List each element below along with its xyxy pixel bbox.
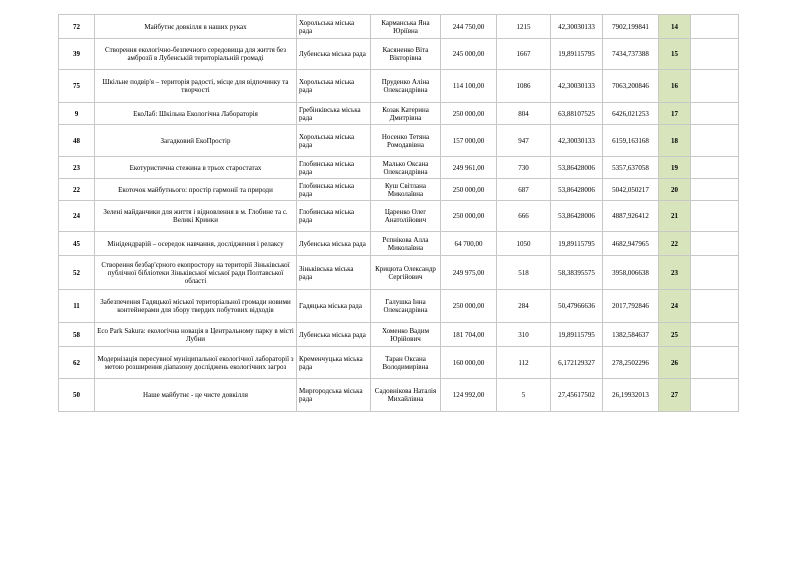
applicant-cell: Хоменко Вадим Юрійович	[371, 323, 441, 347]
coefficient-cell: 53,86428006	[551, 201, 603, 232]
votes-cell: 112	[497, 347, 551, 379]
table-row	[59, 125, 739, 157]
project-name-cell: Створення екологічно-безпечного середовища для життя без амброзії в Лубенській територіальній громаді	[95, 39, 297, 70]
coefficient-cell: 50,47966636	[551, 290, 603, 323]
table-row	[59, 290, 739, 323]
projects-table	[58, 14, 739, 412]
amount-cell: 160 000,00	[441, 347, 497, 379]
rank-cell: 23	[659, 256, 691, 290]
applicant-cell: Карманська Яна Юріївна	[371, 15, 441, 39]
project-name-cell: Модернізація пересувної муніципальної екологічної лабораторії з метою розширення діапазону досліджень екологічних загроз	[95, 347, 297, 379]
score-cell: 5042,050217	[603, 179, 659, 201]
score-cell: 6159,163168	[603, 125, 659, 157]
coefficient-cell: 42,30030133	[551, 70, 603, 103]
rank-cell: 20	[659, 179, 691, 201]
amount-cell: 245 000,00	[441, 39, 497, 70]
organization-cell: Хорольська міська рада	[297, 70, 371, 103]
organization-cell: Хорольська міська рада	[297, 125, 371, 157]
table-row	[59, 70, 739, 103]
table-row	[59, 179, 739, 201]
votes-cell: 5	[497, 379, 551, 412]
votes-cell: 1086	[497, 70, 551, 103]
empty-cell	[691, 290, 739, 323]
applicant-cell: Крицюта Олександр Сергійович	[371, 256, 441, 290]
rank-cell: 21	[659, 201, 691, 232]
applicant-cell: Рєпнікова Алла Миколаївна	[371, 232, 441, 256]
row-id-cell: 22	[59, 179, 95, 201]
coefficient-cell: 19,89115795	[551, 323, 603, 347]
organization-cell: Глобинська міська рада	[297, 179, 371, 201]
rank-cell: 14	[659, 15, 691, 39]
amount-cell: 250 000,00	[441, 201, 497, 232]
organization-cell: Лубенська міська рада	[297, 39, 371, 70]
coefficient-cell: 19,89115795	[551, 232, 603, 256]
applicant-cell: Малько Оксана Олександрівна	[371, 157, 441, 179]
score-cell: 7902,199841	[603, 15, 659, 39]
empty-cell	[691, 125, 739, 157]
amount-cell: 244 750,00	[441, 15, 497, 39]
coefficient-cell: 63,88107525	[551, 103, 603, 125]
coefficient-cell: 19,89115795	[551, 39, 603, 70]
project-name-cell: Зелені майданчики для життя і відновлення в м. Глобине та с. Великі Кринки	[95, 201, 297, 232]
votes-cell: 730	[497, 157, 551, 179]
amount-cell: 124 992,00	[441, 379, 497, 412]
applicant-cell: Носенко Тетяна Ромодавівна	[371, 125, 441, 157]
row-id-cell: 23	[59, 157, 95, 179]
project-name-cell: Майбутнє довкілля в наших руках	[95, 15, 297, 39]
empty-cell	[691, 347, 739, 379]
amount-cell: 250 000,00	[441, 179, 497, 201]
project-name-cell: Забезпечення Гадяцької міської територіальної громади новими контейнерами для збору твердих побутових відходів	[95, 290, 297, 323]
coefficient-cell: 42,30030133	[551, 125, 603, 157]
row-id-cell: 58	[59, 323, 95, 347]
organization-cell: Лубенська міська рада	[297, 323, 371, 347]
applicant-cell: Козак Катерина Дмитрівна	[371, 103, 441, 125]
coefficient-cell: 58,38395575	[551, 256, 603, 290]
organization-cell: Миргородська міська рада	[297, 379, 371, 412]
empty-cell	[691, 15, 739, 39]
rank-cell: 15	[659, 39, 691, 70]
row-id-cell: 50	[59, 379, 95, 412]
project-name-cell: Наше майбутнє - це чисте довкілля	[95, 379, 297, 412]
row-id-cell: 62	[59, 347, 95, 379]
table-row	[59, 39, 739, 70]
amount-cell: 64 700,00	[441, 232, 497, 256]
project-name-cell: Eco Park Sakura: екологічна новація в Центральному парку в місті Лубни	[95, 323, 297, 347]
empty-cell	[691, 323, 739, 347]
table-row	[59, 15, 739, 39]
votes-cell: 947	[497, 125, 551, 157]
coefficient-cell: 42,30030133	[551, 15, 603, 39]
table-row	[59, 347, 739, 379]
score-cell: 4682,947965	[603, 232, 659, 256]
empty-cell	[691, 103, 739, 125]
score-cell: 7434,737388	[603, 39, 659, 70]
empty-cell	[691, 39, 739, 70]
amount-cell: 250 000,00	[441, 290, 497, 323]
applicant-cell: Галушка Інна Олександрівна	[371, 290, 441, 323]
row-id-cell: 45	[59, 232, 95, 256]
applicant-cell: Таран Оксана Володимирівна	[371, 347, 441, 379]
score-cell: 278,2502296	[603, 347, 659, 379]
votes-cell: 284	[497, 290, 551, 323]
table-row	[59, 323, 739, 347]
row-id-cell: 9	[59, 103, 95, 125]
empty-cell	[691, 70, 739, 103]
votes-cell: 310	[497, 323, 551, 347]
row-id-cell: 72	[59, 15, 95, 39]
table-row	[59, 232, 739, 256]
coefficient-cell: 27,45617502	[551, 379, 603, 412]
organization-cell: Кременчуцька міська рада	[297, 347, 371, 379]
amount-cell: 114 100,00	[441, 70, 497, 103]
score-cell: 3958,006638	[603, 256, 659, 290]
votes-cell: 518	[497, 256, 551, 290]
rank-cell: 18	[659, 125, 691, 157]
organization-cell: Гребінківська міська рада	[297, 103, 371, 125]
project-name-cell: Створення безбар'єрного екопростору на території Зіньківської публічної бібліотеки Зіньківської міської ради Полтавської області	[95, 256, 297, 290]
table-row	[59, 379, 739, 412]
votes-cell: 666	[497, 201, 551, 232]
score-cell: 2017,792846	[603, 290, 659, 323]
project-name-cell: Загадковий ЕкоПростір	[95, 125, 297, 157]
amount-cell: 181 704,00	[441, 323, 497, 347]
table-row	[59, 103, 739, 125]
empty-cell	[691, 179, 739, 201]
rank-cell: 17	[659, 103, 691, 125]
rank-cell: 16	[659, 70, 691, 103]
rank-cell: 24	[659, 290, 691, 323]
score-cell: 1382,584637	[603, 323, 659, 347]
score-cell: 7063,200846	[603, 70, 659, 103]
table-row	[59, 201, 739, 232]
empty-cell	[691, 232, 739, 256]
project-name-cell: Екоточок майбутнього: простір гармонії та природи	[95, 179, 297, 201]
organization-cell: Лубенська міська рада	[297, 232, 371, 256]
votes-cell: 687	[497, 179, 551, 201]
amount-cell: 249 961,00	[441, 157, 497, 179]
table-row	[59, 157, 739, 179]
rank-cell: 22	[659, 232, 691, 256]
applicant-cell: Касяненко Віта Вікторівна	[371, 39, 441, 70]
applicant-cell: Царенко Олег Анатолійович	[371, 201, 441, 232]
score-cell: 26,19932013	[603, 379, 659, 412]
votes-cell: 804	[497, 103, 551, 125]
rank-cell: 26	[659, 347, 691, 379]
row-id-cell: 75	[59, 70, 95, 103]
coefficient-cell: 6,172129327	[551, 347, 603, 379]
amount-cell: 250 000,00	[441, 103, 497, 125]
row-id-cell: 39	[59, 39, 95, 70]
organization-cell: Глобинська міська рада	[297, 201, 371, 232]
project-name-cell: Екотуристична стежина в трьох старостатах	[95, 157, 297, 179]
row-id-cell: 24	[59, 201, 95, 232]
rank-cell: 25	[659, 323, 691, 347]
organization-cell: Гадяцька міська рада	[297, 290, 371, 323]
row-id-cell: 52	[59, 256, 95, 290]
organization-cell: Зіньківська міська рада	[297, 256, 371, 290]
votes-cell: 1050	[497, 232, 551, 256]
score-cell: 6426,021253	[603, 103, 659, 125]
organization-cell: Глобинська міська рада	[297, 157, 371, 179]
amount-cell: 249 975,00	[441, 256, 497, 290]
empty-cell	[691, 256, 739, 290]
coefficient-cell: 53,86428006	[551, 179, 603, 201]
empty-cell	[691, 379, 739, 412]
applicant-cell: Куш Світлана Миколаївна	[371, 179, 441, 201]
score-cell: 4887,926412	[603, 201, 659, 232]
rank-cell: 27	[659, 379, 691, 412]
amount-cell: 157 000,00	[441, 125, 497, 157]
row-id-cell: 48	[59, 125, 95, 157]
applicant-cell: Пруденко Аліна Олександрівна	[371, 70, 441, 103]
votes-cell: 1667	[497, 39, 551, 70]
project-name-cell: ЕкоЛаб: Шкільна Екологічна Лабораторія	[95, 103, 297, 125]
score-cell: 5357,637058	[603, 157, 659, 179]
project-name-cell: Мінідендрарій – осередок навчання, дослідження і релаксу	[95, 232, 297, 256]
coefficient-cell: 53,86428006	[551, 157, 603, 179]
rank-cell: 19	[659, 157, 691, 179]
table-row	[59, 256, 739, 290]
row-id-cell: 11	[59, 290, 95, 323]
empty-cell	[691, 157, 739, 179]
project-name-cell: Шкільне подвір'я – територія радості, місце для відпочинку та творчості	[95, 70, 297, 103]
votes-cell: 1215	[497, 15, 551, 39]
applicant-cell: Садовнікова Наталія Михайлівна	[371, 379, 441, 412]
empty-cell	[691, 201, 739, 232]
organization-cell: Хорольська міська рада	[297, 15, 371, 39]
